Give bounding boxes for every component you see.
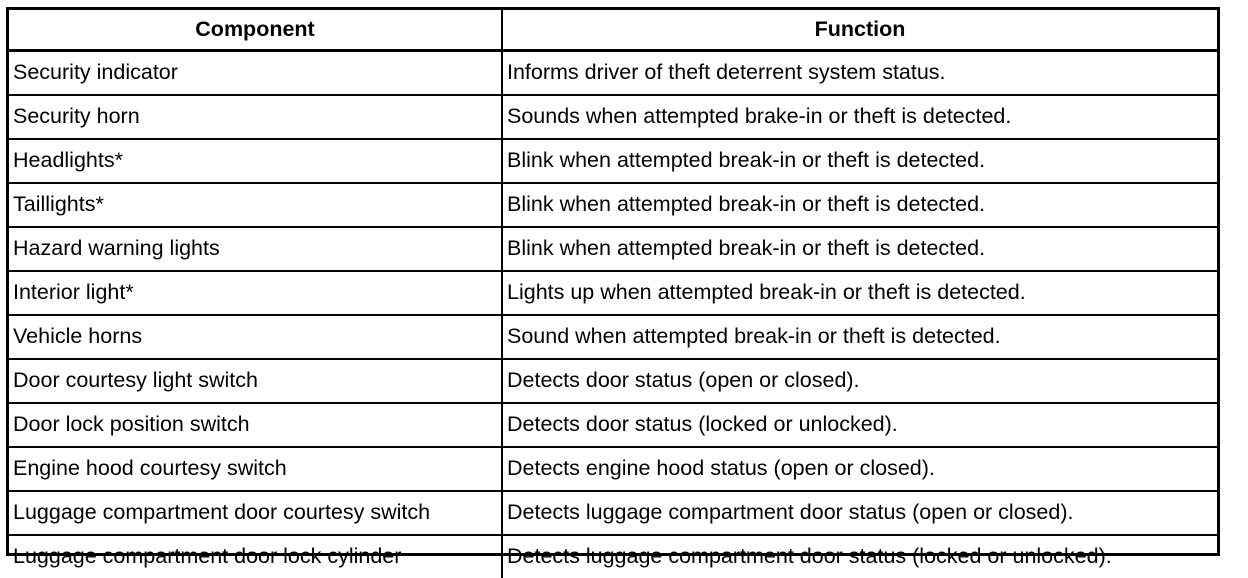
function-cell: Lights up when attempted break-in or theft is detected.	[502, 271, 1217, 315]
table-row	[9, 315, 1217, 359]
table-row	[9, 183, 1217, 227]
function-cell: Detects door status (open or closed).	[502, 359, 1217, 403]
function-cell: Detects door status (locked or unlocked).	[502, 403, 1217, 447]
component-cell: Security horn	[9, 95, 502, 139]
component-function-table-container	[6, 7, 1220, 569]
component-cell: Security indicator	[9, 51, 502, 96]
table-row	[9, 51, 1217, 96]
function-cell: Detects engine hood status (open or closed).	[502, 447, 1217, 491]
component-cell: Luggage compartment door lock cylinder	[9, 535, 502, 578]
header-function: Function	[502, 10, 1217, 51]
function-cell: Blink when attempted break-in or theft is detected.	[502, 183, 1217, 227]
function-cell: Informs driver of theft deterrent system status.	[502, 51, 1217, 96]
table-row	[9, 227, 1217, 271]
function-cell: Detects luggage compartment door status (locked or unlocked).	[502, 535, 1217, 578]
component-cell: Headlights*	[9, 139, 502, 183]
function-cell: Sounds when attempted brake-in or theft is detected.	[502, 95, 1217, 139]
component-cell: Hazard warning lights	[9, 227, 502, 271]
component-cell: Door lock position switch	[9, 403, 502, 447]
table-row	[9, 95, 1217, 139]
table-row	[9, 139, 1217, 183]
table-row	[9, 359, 1217, 403]
component-cell: Luggage compartment door courtesy switch	[9, 491, 502, 535]
table-header-row	[9, 10, 1217, 51]
component-cell: Vehicle horns	[9, 315, 502, 359]
component-function-table	[9, 10, 1217, 578]
table-row	[9, 447, 1217, 491]
table-row	[9, 491, 1217, 535]
component-cell: Taillights*	[9, 183, 502, 227]
function-cell: Detects luggage compartment door status (open or closed).	[502, 491, 1217, 535]
function-cell: Blink when attempted break-in or theft is detected.	[502, 139, 1217, 183]
component-cell: Engine hood courtesy switch	[9, 447, 502, 491]
table-row	[9, 535, 1217, 578]
header-component: Component	[9, 10, 502, 51]
function-cell: Blink when attempted break-in or theft is detected.	[502, 227, 1217, 271]
table-row	[9, 403, 1217, 447]
component-cell: Door courtesy light switch	[9, 359, 502, 403]
table-row	[9, 271, 1217, 315]
function-cell: Sound when attempted break-in or theft is detected.	[502, 315, 1217, 359]
component-cell: Interior light*	[9, 271, 502, 315]
